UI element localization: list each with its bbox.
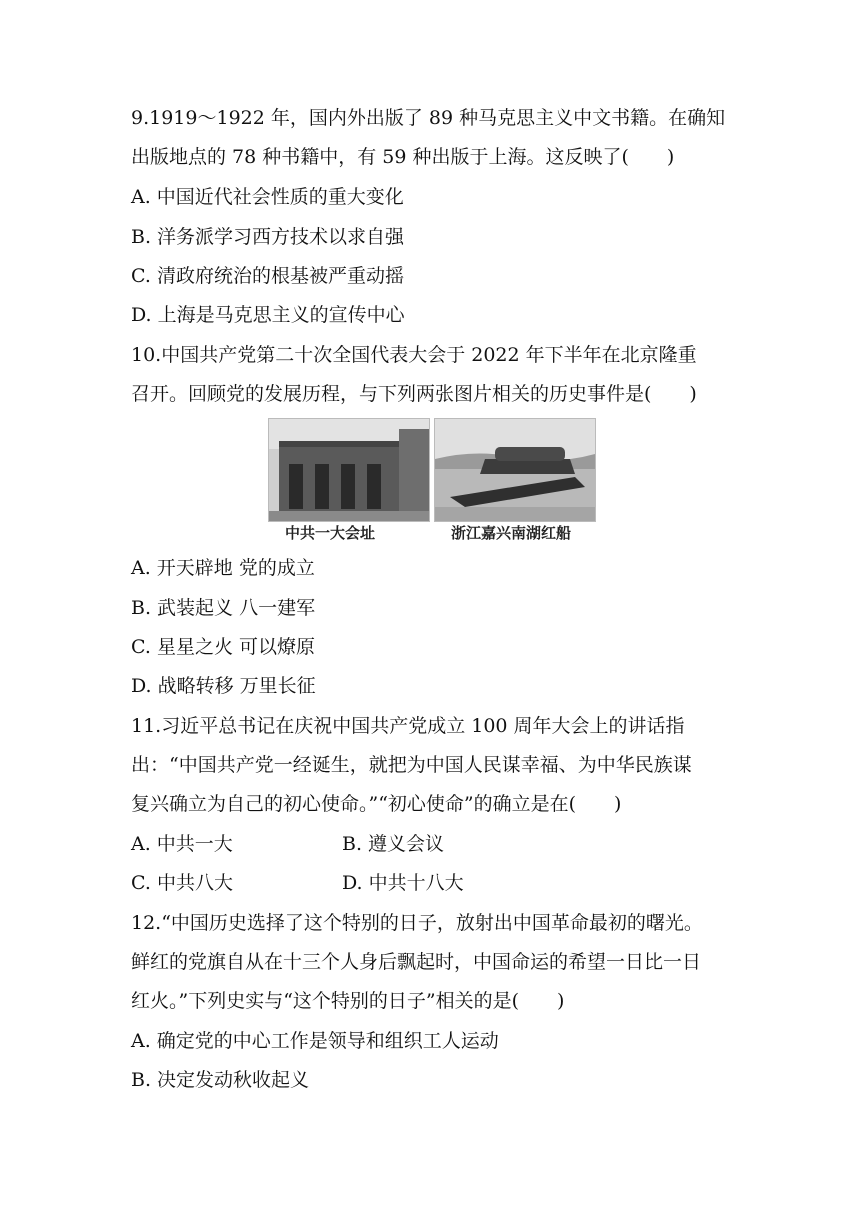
q11-stem-line3: 复兴确立为自己的初心使命。”“初心使命”的确立是在( ) [131,793,622,815]
q9-option-c: C. 清政府统治的根基被严重动摇 [131,265,404,287]
q9-stem-line2: 出版地点的 78 种书籍中，有 59 种出版于上海。这反映了( ) [131,146,675,168]
q12-option-a: A. 确定党的中心工作是领导和组织工人运动 [131,1030,499,1052]
q10-stem-line2: 召开。回顾党的发展历程，与下列两张图片相关的历史事件是( ) [131,383,697,405]
q10-option-d: D. 战略转移 万里长征 [131,675,316,697]
q12-stem-line2: 鲜红的党旗自从在十三个人身后飘起时，中国命运的希望一日比一日 [131,951,702,973]
building-photo [268,418,430,522]
boat-photo [434,418,596,522]
q11-stem-line1: 11.习近平总书记在庆祝中国共产党成立 100 周年大会上的讲话指 [131,715,685,737]
q12-option-b: B. 决定发动秋收起义 [131,1069,310,1091]
q10-stem-line1: 10.中国共产党第二十次全国代表大会于 2022 年下半年在北京隆重 [131,344,697,366]
q11-option-d: D. 中共十八大 [342,872,464,894]
q10-option-b: B. 武装起义 八一建军 [131,597,316,619]
q9-stem-line1: 9.1919～1922 年，国内外出版了 89 种马克思主义中文书籍。在确知 [131,107,726,129]
q9-option-d: D. 上海是马克思主义的宣传中心 [131,304,405,326]
q11-stem-line2: 出：“中国共产党一经诞生，就把为中国人民谋幸福、为中华民族谋 [131,754,692,776]
figure-caption-1: 中共一大会址 [285,524,376,542]
q11-option-b: B. 遵义会议 [342,833,445,855]
q12-stem-line1: 12.“中国历史选择了这个特别的日子，放射出中国革命最初的曙光。 [131,912,703,934]
q9-option-a: A. 中国近代社会性质的重大变化 [131,186,404,208]
q11-option-c: C. 中共八大 [131,872,233,894]
q11-option-a: A. 中共一大 [131,833,233,855]
q12-stem-line3: 红火。”下列史实与“这个特别的日子”相关的是( ) [131,990,565,1012]
q9-option-b: B. 洋务派学习西方技术以求自强 [131,226,405,248]
q10-option-a: A. 开天辟地 党的成立 [131,557,315,579]
figure-caption-2: 浙江嘉兴南湖红船 [451,524,572,542]
q10-option-c: C. 星星之火 可以燎原 [131,636,315,658]
